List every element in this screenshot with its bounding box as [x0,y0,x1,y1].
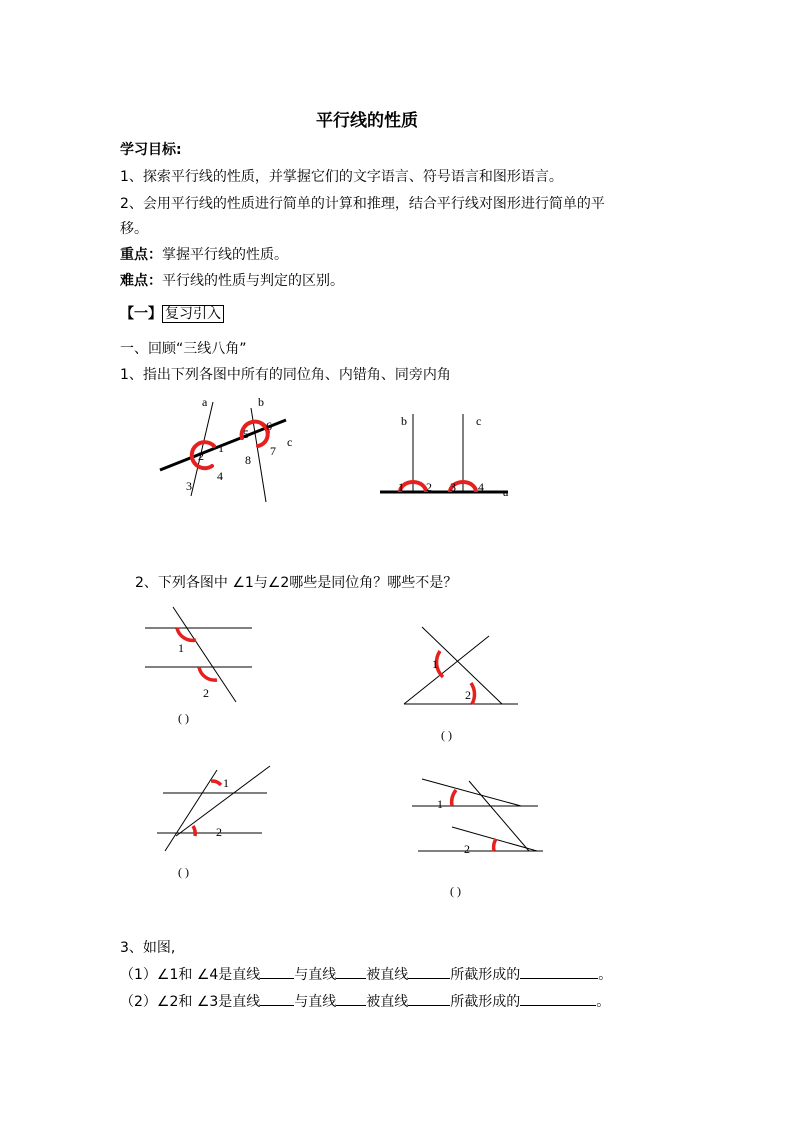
figure1-label-a: a [202,395,208,409]
figure2-angle-1: 1 [398,480,404,494]
qc-answer: ( ) [178,865,189,879]
qb-angle-1: 1 [432,657,438,671]
q3-2-end: 。 [596,994,611,1010]
q3-1-prefix: （1）∠1和 ∠4是直线 [120,967,261,983]
q3-1-blank-1[interactable] [260,963,294,979]
page-title: 平行线的性质 [316,111,418,131]
key-point-text: 掌握平行线的性质。 [162,247,288,263]
figure1-angle-2: 2 [198,449,204,463]
question-2: 2、下列各图中 ∠1与∠2哪些是同位角？哪些不是？ [135,575,458,591]
figure2-angle-2: 2 [426,480,432,494]
qd-answer: ( ) [450,884,461,898]
figure2-label-b: b [401,414,407,428]
figure1-angle-7: 7 [270,444,276,458]
qa-angle-1: 1 [178,641,184,655]
q3-2-blank-3[interactable] [408,990,450,1006]
figure1-angle-4: 4 [217,469,223,483]
objective-1: 1、探索平行线的性质，并掌握它们的文字语言、符号语言和图形语言。 [120,169,563,185]
key-point-label: 重点： [120,247,162,263]
figure1-label-c: c [287,435,293,449]
section-bracket: 【一】 [120,306,162,322]
qb-angle-2: 2 [465,688,471,702]
q3-2-blank-1[interactable] [260,990,294,1006]
difficulty-label: 难点： [120,273,162,289]
q3-2-blank-2[interactable] [336,990,366,1006]
figure1-angle-8: 8 [245,453,251,467]
q3-1-blank-2[interactable] [336,963,366,979]
review-heading: 一、回顾“三线八角” [120,341,247,357]
q3-2-mid1: 与直线 [294,994,337,1010]
figure1-angle-5: 5 [243,427,249,441]
question-3-1 [120,963,612,985]
question-3: 3、如图, [120,940,176,956]
objective-2-line1: 2、会用平行线的性质进行简单的计算和推理，结合平行线对图形进行简单的平 [120,196,605,212]
figure2-angle-3: 3 [450,480,456,494]
q3-2-blank-4[interactable] [520,990,596,1006]
qa-answer: ( ) [178,711,189,725]
figure1-angle-6: 6 [266,419,272,433]
qc-angle-1: 1 [223,776,229,790]
objectives-heading: 学习目标: [120,142,182,158]
qa-angle-2: 2 [203,686,209,700]
q3-1-end: 。 [598,967,613,983]
q3-1-mid3: 所截形成的 [450,967,521,983]
question-1: 1、指出下列各图中所有的同位角、内错角、同旁内角 [120,367,451,383]
q3-1-blank-3[interactable] [408,963,450,979]
qd-angle-1: 1 [437,797,443,811]
q3-2-mid2: 被直线 [366,994,409,1010]
question-3-2 [120,990,610,1012]
figure1-angle-3: 3 [186,479,192,493]
objective-2-line2: 移。 [120,221,148,237]
q3-2-prefix: （2）∠2和 ∠3是直线 [120,994,261,1010]
figure2-label-a: a [503,485,509,499]
q3-1-mid1: 与直线 [294,967,337,983]
q3-1-mid2: 被直线 [366,967,409,983]
q3-2-mid3: 所截形成的 [450,994,521,1010]
figure2-angle-4: 4 [478,480,484,494]
qb-answer: ( ) [441,728,452,742]
qd-arc-2 [494,839,496,851]
figure2-label-c: c [476,414,482,428]
section-name: 复习引入 [162,305,224,323]
figure1-label-b: b [258,395,264,409]
qd-angle-2: 2 [464,842,470,856]
qc-angle-2: 2 [216,825,222,839]
difficulty-text: 平行线的性质与判定的区别。 [162,273,344,289]
figure1-angle-1: 1 [218,441,224,455]
qd-arc-1 [452,790,456,806]
q3-1-blank-4[interactable] [520,963,598,979]
